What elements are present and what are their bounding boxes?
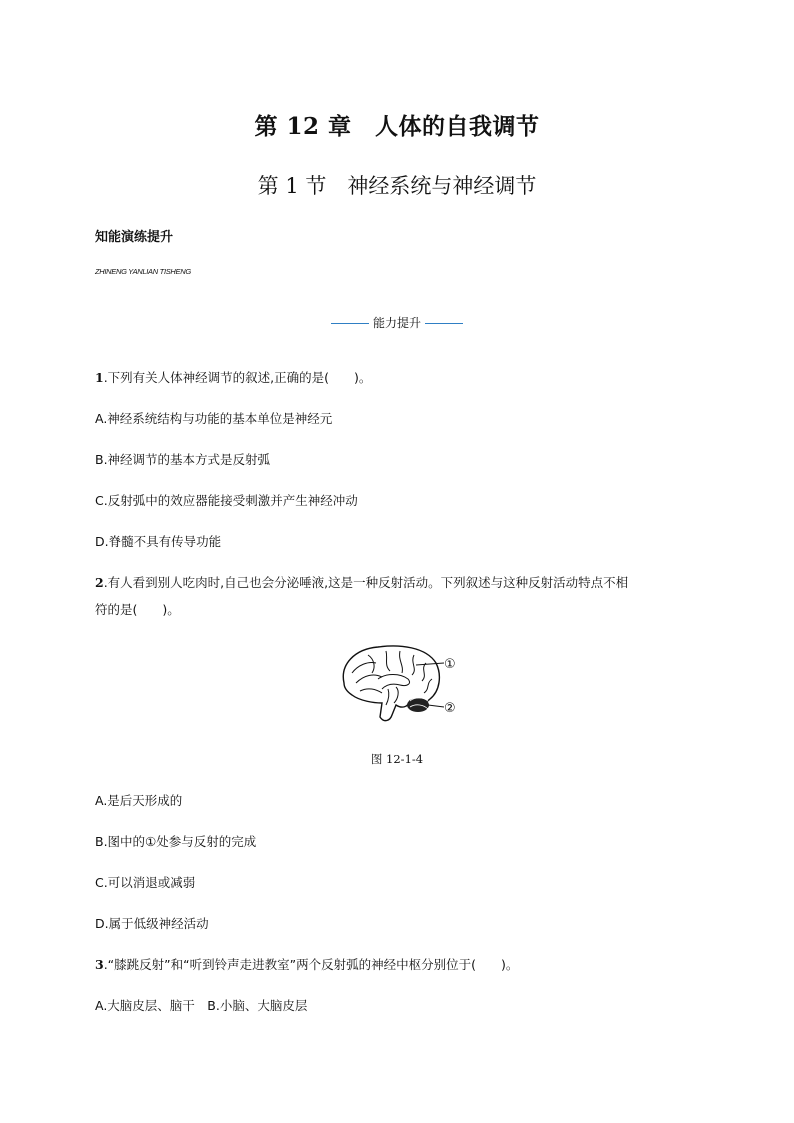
figure-caption: 图 12-1-4 bbox=[370, 752, 424, 766]
ability-banner bbox=[0, 314, 794, 331]
question-2-option-b: B.图中的①处参与反射的完成 bbox=[95, 834, 257, 849]
question-text: .有人看到别人吃肉时,自己也会分泌唾液,这是一种反射活动。下列叙述与这种反射活动特点不相 bbox=[103, 575, 629, 590]
question-2-option-d: D.属于低级神经活动 bbox=[95, 916, 209, 931]
question-1-option-b: B.神经调节的基本方式是反射弧 bbox=[95, 452, 271, 467]
question-2-stem-line1 bbox=[95, 573, 628, 591]
question-1-option-d: D.脊髓不具有传导功能 bbox=[95, 534, 222, 549]
question-1-option-a: A.神经系统结构与功能的基本单位是神经元 bbox=[95, 411, 333, 426]
brain-diagram-icon bbox=[338, 643, 468, 723]
question-1-stem bbox=[95, 368, 371, 386]
marker-1: ① bbox=[444, 657, 456, 672]
question-number: 1 bbox=[95, 370, 104, 385]
question-text: .下列有关人体神经调节的叙述,正确的是( )。 bbox=[103, 370, 372, 385]
question-text: .“膝跳反射”和“听到铃声走进教室”两个反射弧的神经中枢分别位于( )。 bbox=[103, 957, 519, 972]
question-3-options: A.大脑皮层、脑干 B.小脑、大脑皮层 bbox=[95, 998, 308, 1013]
banner-label: 能力提升 bbox=[372, 316, 421, 330]
banner-rule-left bbox=[331, 323, 369, 324]
question-3-stem bbox=[95, 955, 518, 973]
question-2-option-a: A.是后天形成的 bbox=[95, 793, 183, 808]
question-2-stem-line2: 符的是( )。 bbox=[95, 602, 180, 617]
section-title: 第 1 节 神经系统与神经调节 bbox=[257, 174, 537, 198]
question-number: 2 bbox=[95, 575, 104, 590]
question-number: 3 bbox=[95, 957, 104, 972]
chapter-title: 第 12 章 人体的自我调节 bbox=[254, 113, 540, 140]
question-2-option-c: C.可以消退或减弱 bbox=[95, 875, 196, 890]
banner-rule-right bbox=[425, 323, 463, 324]
practice-pinyin: ZHINENG YANLIAN TISHENG bbox=[95, 267, 191, 276]
question-1-option-c: C.反射弧中的效应器能接受刺激并产生神经冲动 bbox=[95, 493, 358, 508]
practice-label: 知能演练提升 bbox=[95, 230, 174, 245]
marker-2: ② bbox=[444, 701, 456, 716]
